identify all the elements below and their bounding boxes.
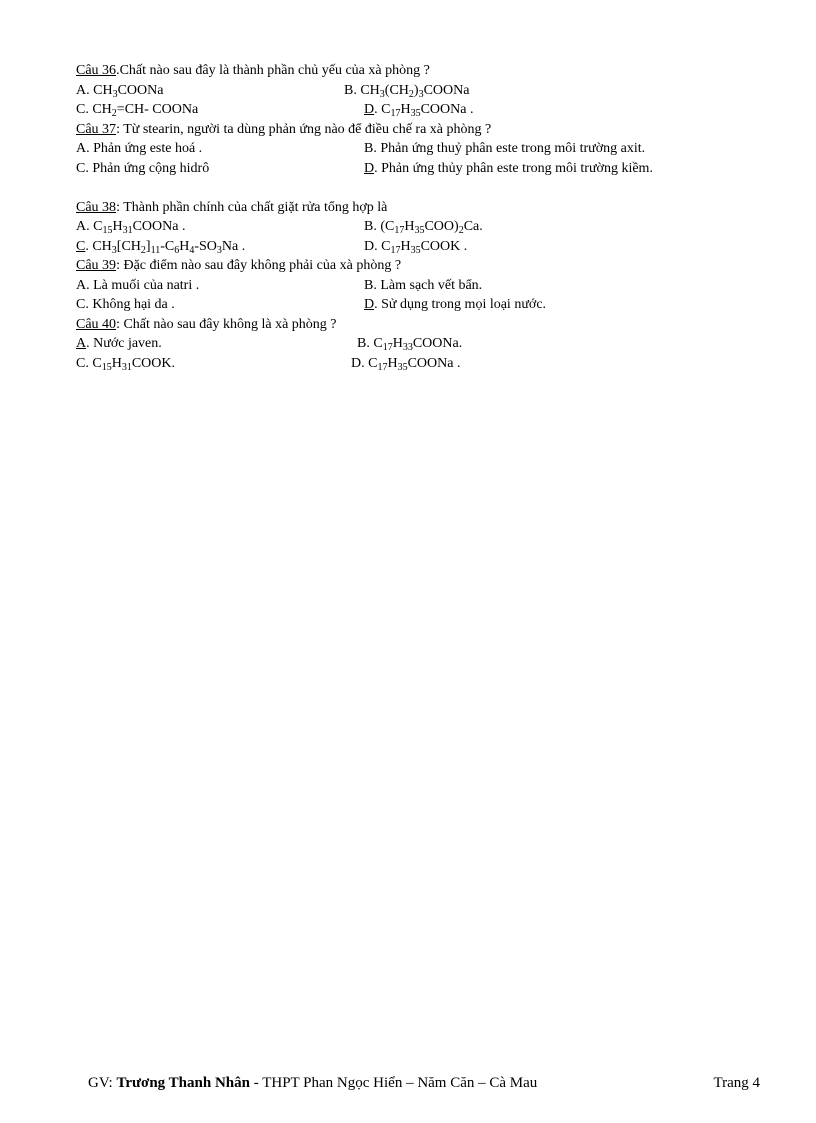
question-text: : Từ stearin, người ta dùng phản ứng nào để điều chế ra xà phòng ? [116, 121, 492, 137]
option-b: B. $(C_{17}H_{35}COO)_2Ca$. [364, 219, 483, 236]
options-row [76, 276, 736, 296]
options-row [76, 81, 736, 101]
question-40 [76, 315, 736, 335]
options-row [76, 217, 736, 237]
question-label: Câu 39 [76, 258, 117, 273]
question-list [76, 61, 736, 373]
page-footer [88, 1073, 760, 1093]
question-label: Câu 40 [76, 316, 117, 332]
option-c-answer: C. $CH_3[CH_2]_{11}-C_6H_4-SO_3Na$ . [76, 238, 246, 256]
option-a-answer: A. Nước javen. [76, 336, 162, 351]
question-text: .Chất nào sau đây là thành phần chủ yếu của xà phòng ? [116, 63, 430, 78]
footer-prefix: GV: [88, 1075, 117, 1091]
option-c: C. $C_{15}H_{31}COOK$. [76, 355, 175, 373]
options-row [76, 159, 736, 179]
question-38 [76, 198, 736, 218]
option-c: C. Phản ứng cộng hidrô [76, 160, 210, 176]
option-b: B. Làm sạch vết bẩn. [364, 277, 483, 293]
options-row [76, 100, 736, 120]
options-row [76, 139, 736, 159]
question-text: : Đặc điểm nào sau đây không phải của xà phòng ? [116, 258, 402, 273]
option-a: A. $C_{15}H_{31}COONa$ . [76, 219, 186, 236]
teacher-name: Trương Thanh Nhân [116, 1075, 250, 1091]
option-c: C. Không hại da . [76, 297, 175, 312]
question-37 [76, 120, 736, 140]
option-a: A. $CH_3COONa$ [76, 82, 164, 100]
option-a: A. Phản ứng este hoá . [76, 141, 203, 156]
option-d: D. $C_{17}H_{35}COOK$ . [364, 238, 468, 256]
question-text: : Thành phần chính của chất giặt rửa tổng hợp là [116, 199, 388, 215]
option-a: A. Là muối của natri . [76, 277, 200, 293]
option-d-answer: D. Phản ứng thủy phân este trong môi trường kiềm. [364, 160, 653, 176]
options-row [76, 334, 736, 354]
option-b: B. Phản ứng thuỷ phân este trong môi trường axit. [364, 141, 646, 156]
school-name: - THPT Phan Ngọc Hiển – Năm Căn – Cà Mau [249, 1075, 538, 1091]
option-d: D. $C_{17}H_{35}COONa$ . [351, 355, 461, 373]
option-d-answer: D. $C_{17}H_{35}COONa$ . [364, 102, 474, 119]
options-row [76, 354, 736, 374]
option-b: B. $CH_3(CH_2)_3COONa$ [344, 82, 470, 100]
options-row [76, 237, 736, 257]
question-text: : Chất nào sau đây không là xà phòng ? [116, 316, 337, 332]
option-d-answer: D. Sử dụng trong mọi loại nước. [364, 297, 547, 312]
question-label: Câu 38 [76, 199, 117, 215]
question-label: Câu 37 [76, 121, 117, 137]
question-label: Câu 36 [76, 63, 117, 78]
option-b: B. $C_{17}H_{33}COONa$. [357, 336, 463, 353]
option-c: C. $CH_2=CH-$ COONa [76, 102, 199, 119]
question-39 [76, 256, 736, 276]
options-row [76, 295, 736, 315]
page-number: Trang 4 [713, 1075, 760, 1091]
question-36 [76, 61, 736, 81]
